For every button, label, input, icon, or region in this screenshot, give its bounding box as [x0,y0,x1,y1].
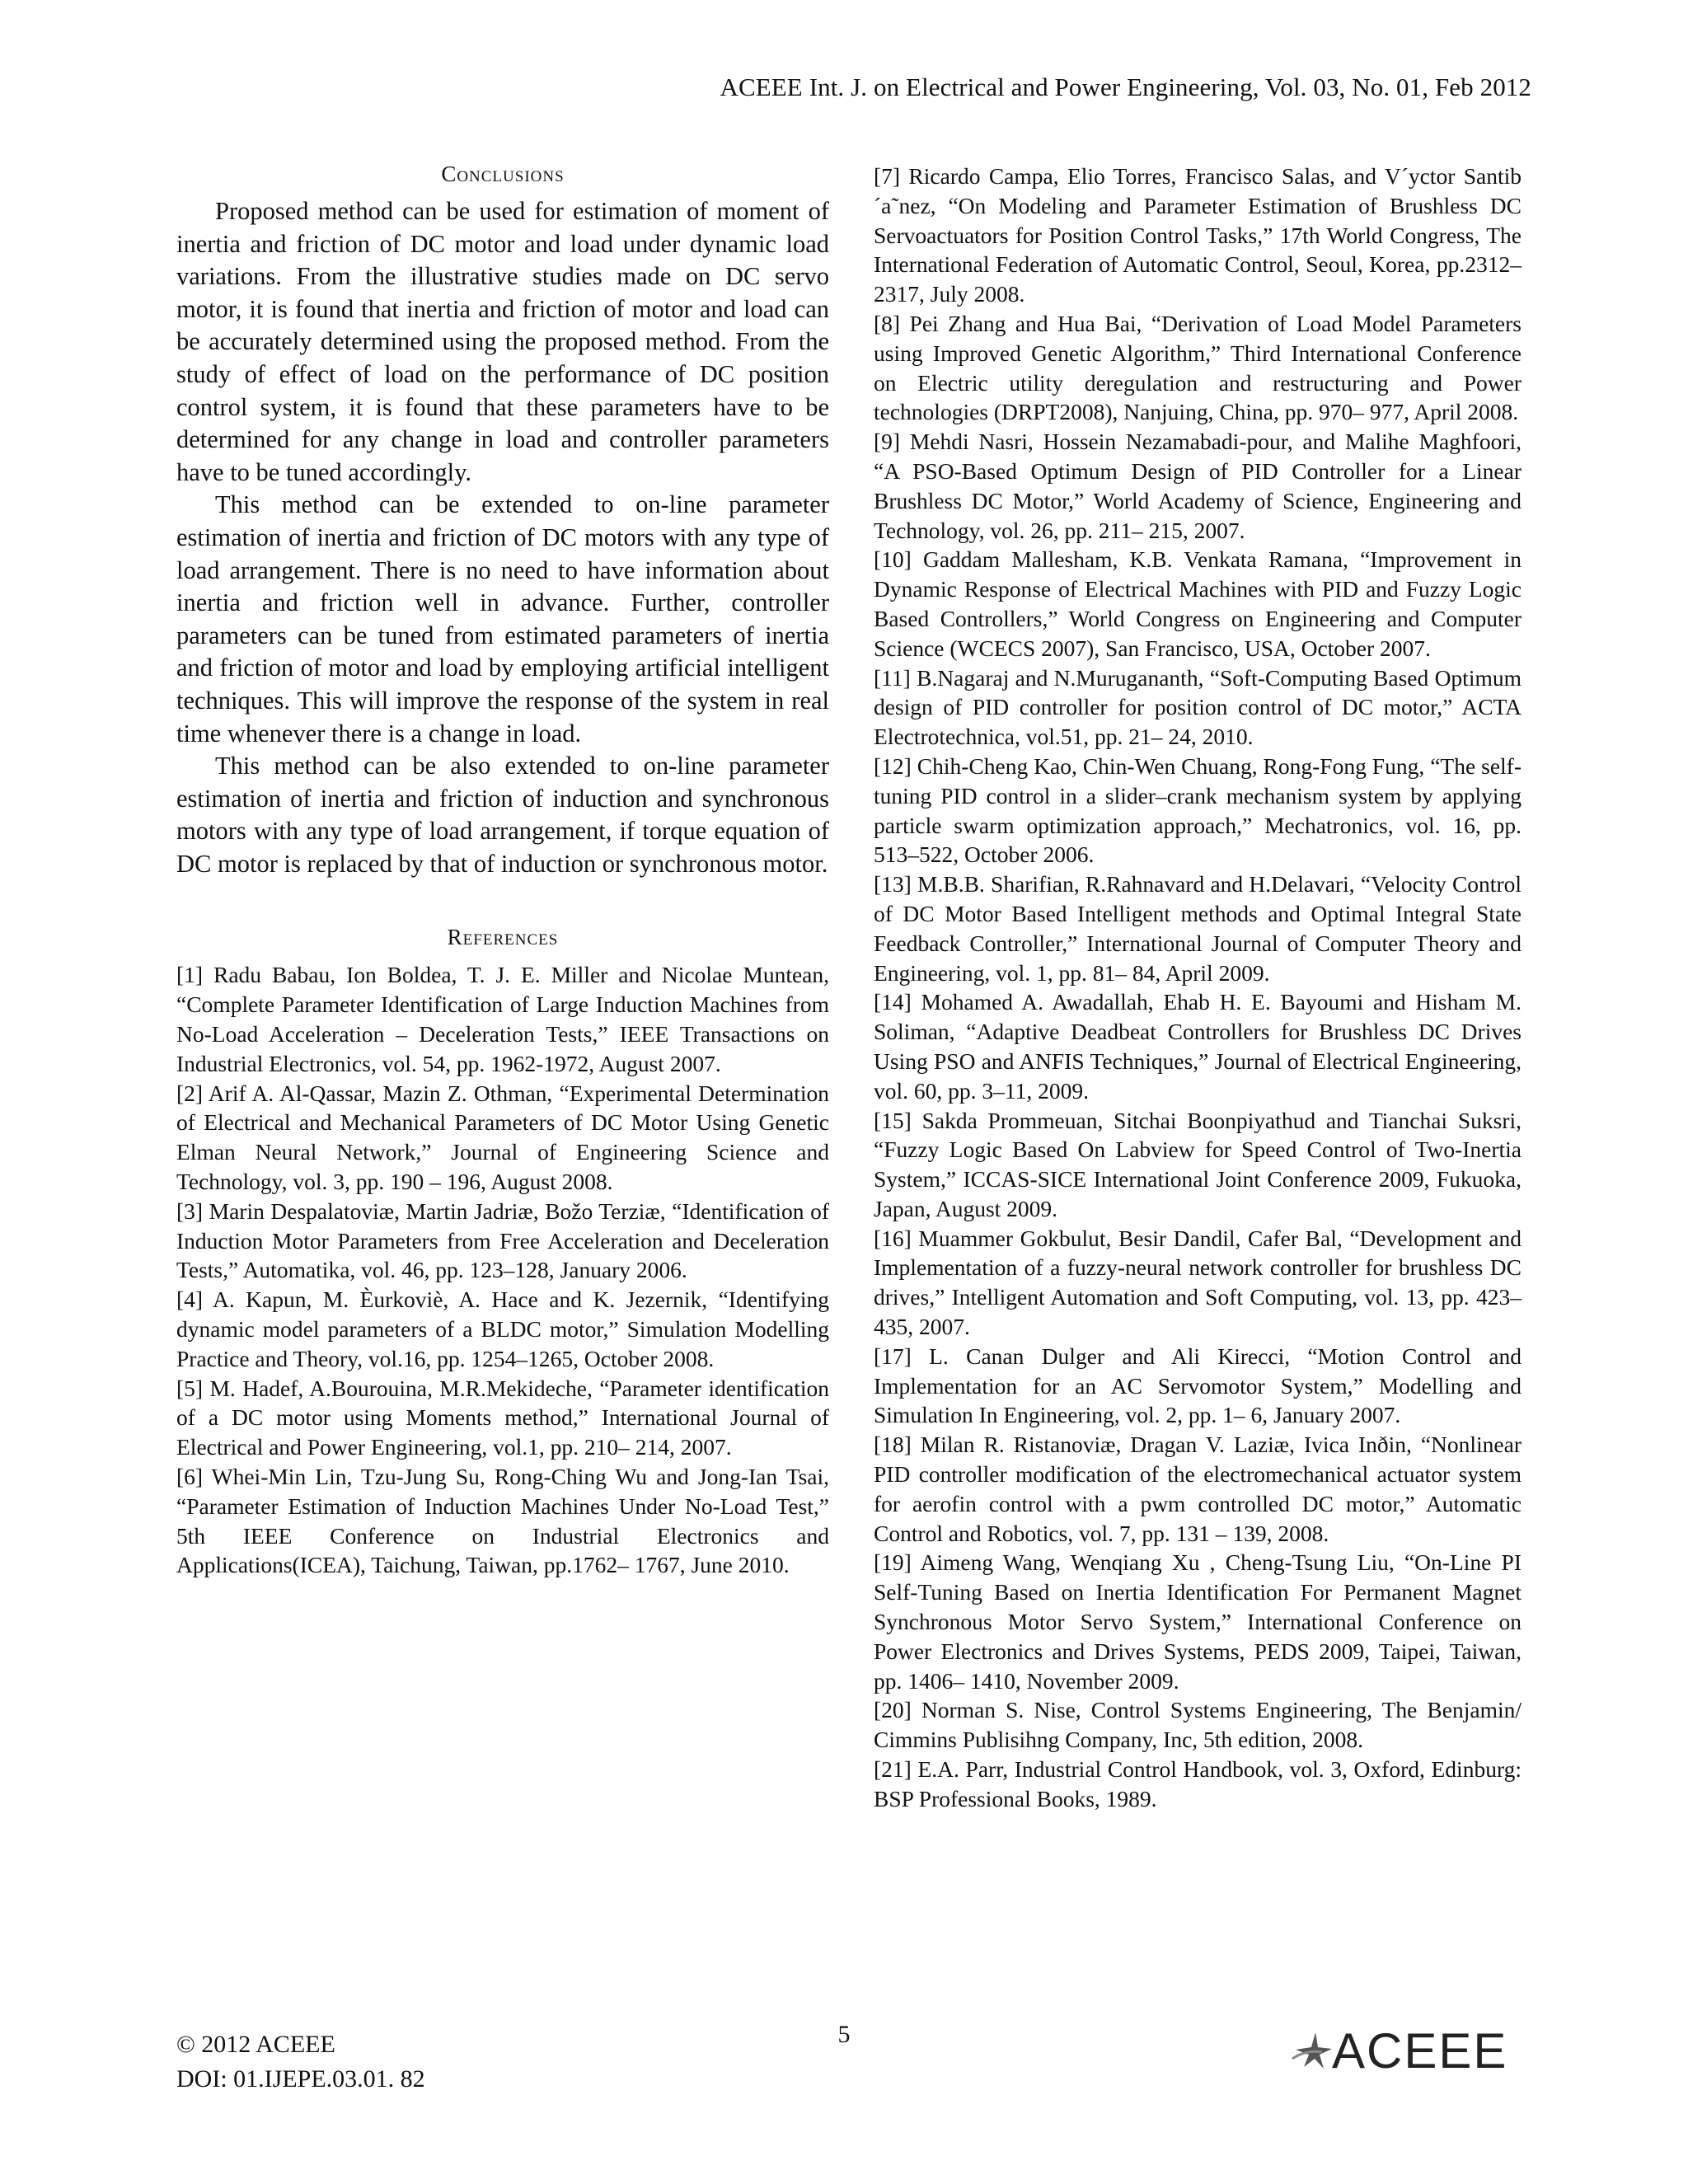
reference-item: [17] L. Canan Dulger and Ali Kirecci, “Motion Control and Implementation for an AC Servomotor System,” Modelling and Simulation In Engineering, vol. 2, pp. 1– 6, January 2007. [874,1343,1522,1428]
logo-wordmark: ACEEE [1332,2023,1508,2079]
reference-item: [11] B.Nagaraj and N.Murugananth, “Soft-Computing Based Optimum design of PID controller for position control of DC motor,” ACTA Electrotechnica, vol.51, pp. 21– 24, 2010. [874,664,1522,750]
reference-item: [5] M. Hadef, A.Bourouina, M.R.Mekideche, “Parameter identification of a DC motor using Moments method,” International Journal of Electrical and Power Engineering, vol.1, pp. 210– 214, 2007. [176,1375,829,1460]
reference-item: [19] Aimeng Wang, Wenqiang Xu , Cheng-Tsung Liu, “On-Line PI Self-Tuning Based on Inertia Identification For Permanent Magnet Synchronous Motor Servo System,” International Conference on Power Electronics and Drives Systems, PEDS 2009, Taipei, Taiwan, pp. 1406– 1410, November 2009. [874,1549,1522,1694]
reference-item: [7] Ricardo Campa, Elio Torres, Francisco Salas, and V´yctor Santib´a˜nez, “On Modeling and Parameter Estimation of Brushless DC Servoactuators for Position Control Tasks,” 17th World Congress, The International Federation of Automatic Control, Seoul, Korea, pp.2312– 2317, July 2008. [874,163,1522,307]
reference-item: [13] M.B.B. Sharifian, R.Rahnavard and H.Delavari, “Velocity Control of DC Motor Based Intelligent methods and Optimal Integral State Feedback Controller,” International Journal of Computer Theory and Engineering, vol. 1, pp. 81– 84, April 2009. [874,871,1522,986]
page-number: 5 [837,2021,851,2048]
references-heading: References [447,925,559,950]
reference-list-left [176,960,829,1580]
reference-item: [2] Arif A. Al-Qassar, Mazin Z. Othman, “Experimental Determination of Electrical and Mechanical Parameters of DC Motor Using Genetic Elman Neural Network,” Journal of Engineering Science and Technology, vol. 3, pp. 190 – 196, August 2008. [176,1080,829,1195]
reference-item: [14] Mohamed A. Awadallah, Ehab H. E. Bayoumi and Hisham M. Soliman, “Adaptive Deadbeat Controllers for Brushless DC Drives Using PSO and ANFIS Techniques,” Journal of Electrical Engineering, vol. 60, pp. 3–11, 2009. [874,989,1522,1104]
conclusions-paragraph: This method can be extended to on-line parameter estimation of inertia and friction of DC motors with any type of load arrangement. There is no need to have information about inertia and friction well in advance. Further, controller parameters can be tuned from estimated parameters of inertia and friction of motor and load by employing artificial intelligent techniques. This will improve the response of the system in real time whenever there is a change in load. [176,490,829,748]
reference-item: [3] Marin Despalatoviæ, Martin Jadriæ, Božo Terziæ, “Identification of Induction Motor Parameters from Free Acceleration and Deceleration Tests,” Automatika, vol. 46, pp. 123–128, January 2006. [176,1197,829,1283]
left-column [176,162,829,1580]
reference-item: [9] Mehdi Nasri, Hossein Nezamabadi-pour, and Malihe Maghfoori, “A PSO-Based Optimum Design of PID Controller for a Linear Brushless DC Motor,” World Academy of Science, Engineering and Technology, vol. 26, pp. 211– 215, 2007. [874,429,1522,543]
reference-item: [10] Gaddam Mallesham, K.B. Venkata Ramana, “Improvement in Dynamic Response of Electrical Machines with PID and Fuzzy Logic Based Controllers,” World Congress on Engineering and Computer Science (WCECS 2007), San Francisco, USA, October 2007. [874,546,1522,661]
footer-info [176,2027,425,2097]
reference-item: [16] Muammer Gokbulut, Besir Dandil, Cafer Bal, “Development and Implementation of a fuzzy-neural network controller for brushless DC drives,” Intelligent Automation and Soft Computing, vol. 13, pp. 423– 435, 2007. [874,1225,1522,1340]
copyright-notice: © 2012 ACEEE [176,2031,335,2058]
reference-item: [15] Sakda Prommeuan, Sitchai Boonpiyathud and Tianchai Suksri, “Fuzzy Logic Based On Labview for Speed Control of Two-Inertia System,” ICCAS-SICE International Joint Conference 2009, Fukuoka, Japan, August 2009. [874,1107,1522,1221]
reference-item: [1] Radu Babau, Ion Boldea, T. J. E. Miller and Nicolae Muntean, “Complete Parameter Identification of Large Induction Machines from No-Load Acceleration – Deceleration Tests,” IEEE Transactions on Industrial Electronics, vol. 54, pp. 1962-1972, August 2007. [176,962,829,1076]
reference-item: [20] Norman S. Nise, Control Systems Engineering, The Benjamin/ Cimmins Publisihng Company, Inc, 5th edition, 2008. [874,1697,1522,1753]
conclusions-paragraph: Proposed method can be used for estimation of moment of inertia and friction of DC motor and load under dynamic load variations. From the illustrative studies made on DC servo motor, it is found that inertia and friction of motor and load can be accurately determined using the proposed method. From the study of effect of load on the performance of DC position control system, it is found that these parameters have to be determined for any change in load and controller parameters have to be tuned accordingly. [176,197,829,486]
right-column [874,162,1522,1814]
reference-list-right [874,162,1522,1814]
reference-item: [8] Pei Zhang and Hua Bai, “Derivation of Load Model Parameters using Improved Genetic Algorithm,” Third International Conference on Electric utility deregulation and restructuring and Power technologies (DRPT2008), Nanjuing, China, pp. 970– 977, April 2008. [874,310,1522,425]
conclusions-paragraph: This method can be also extended to on-line parameter estimation of inertia and friction of induction and synchronous motors with any type of load arrangement, if torque equation of DC motor is replaced by that of induction or synchronous motor. [176,752,829,878]
reference-item: [12] Chih-Cheng Kao, Chin-Wen Chuang, Rong-Fong Fung, “The self-tuning PID control in a slider–crank mechanism system by applying particle swarm optimization approach,” Mechatronics, vol. 16, pp. 513–522, October 2006. [874,752,1522,868]
reference-item: [18] Milan R. Ristanoviæ, Dragan V. Laziæ, Ivica Inðin, “Nonlinear PID controller modification of the electromechanical actuator system for aerofin control with a pwm controlled DC motor,” Automatic Control and Robotics, vol. 7, pp. 131 – 139, 2008. [874,1432,1522,1546]
running-head: ACEEE Int. J. on Electrical and Power Engineering, Vol. 03, No. 01, Feb 2012 [720,73,1531,101]
conclusions-heading: Conclusions [441,162,565,186]
reference-item: [4] A. Kapun, M. Èurkoviè, A. Hace and K. Jezernik, “Identifying dynamic model parameters of a BLDC motor,” Simulation Modelling Practice and Theory, vol.16, pp. 1254–1265, October 2008. [176,1286,829,1371]
aceee-logo [1291,2024,1530,2077]
reference-item: [21] E.A. Parr, Industrial Control Handbook, vol. 3, Oxford, Edinburg: BSP Professional Books, 1989. [874,1756,1522,1811]
doi-text: DOI: 01.IJEPE.03.01. 82 [176,2065,425,2093]
reference-item: [6] Whei-Min Lin, Tzu-Jung Su, Rong-Ching Wu and Jong-Ian Tsai, “Parameter Estimation of Induction Machines Under No-Load Test,” 5th IEEE Conference on Industrial Electronics and Applications(ICEA), Taichung, Taiwan, pp.1762– 1767, June 2010. [176,1464,829,1578]
